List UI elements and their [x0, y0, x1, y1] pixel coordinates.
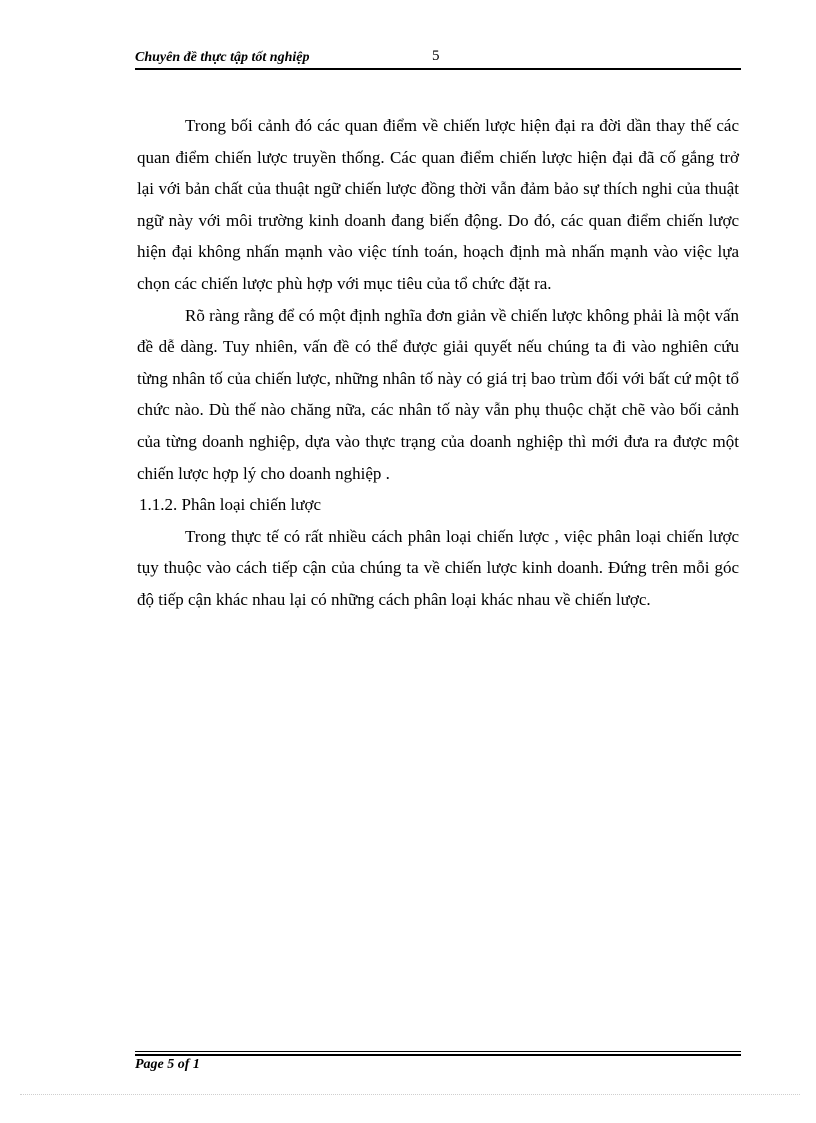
section-heading: 1.1.2. Phân loại chiến lược: [139, 495, 322, 515]
paragraph-1: Trong bối cảnh đó các quan điểm về chiến lược hiện đại ra đời dần thay thế các quan điểm chiến lược truyền thống. Các quan điểm chiến lược hiện đại đã cố gắng trở lại với bản chất của thuật ngữ chiến lược đồng thời vẫn đảm bảo sự thích nghi của thuật ngữ này với môi trường kinh doanh đang biến động. Do đó, các quan điểm chiến lược hiện đại không nhấn mạnh vào việc tính toán, hoạch định mà nhấn mạnh vào việc lựa chọn các chiến lược phù hợp với mục tiêu của tổ chức đặt ra.: [137, 116, 739, 293]
paragraph-3: Trong thực tế có rất nhiều cách phân loại chiến lược , việc phân loại chiến lược tụy thuộc vào cách tiếp cận của chúng ta về chiến lược kinh doanh. Đứng trên mỗi góc độ tiếp cận khác nhau lại có những cách phân loại khác nhau về chiến lược.: [137, 526, 739, 609]
header-title: Chuyên đề thực tập tốt nghiệp: [135, 50, 310, 65]
document-body: [137, 110, 739, 616]
footer-page-info: Page 5 of 1: [135, 1057, 200, 1072]
page-boundary-dots: [20, 1094, 800, 1095]
footer-rule-top: [135, 1051, 741, 1052]
header-page-number: 5: [432, 48, 440, 64]
footer-rule-bottom: [135, 1054, 741, 1056]
paragraph-2: Rõ ràng rằng để có một định nghĩa đơn giản về chiến lược không phải là một vấn đề dễ dàng. Tuy nhiên, vấn đề có thể được giải quyết nếu chúng ta đi vào nghiên cứu từng nhân tố của chiến lược, những nhân tố này có giá trị bao trùm đối với bất cứ một tổ chức nào. Dù thế nào chăng nữa, các nhân tố này vẫn phụ thuộc chặt chẽ vào bối cảnh của từng doanh nghiệp, dựa vào thực trạng của doanh nghiệp thì mới đưa ra được một chiến lược hợp lý cho doanh nghiệp .: [137, 305, 739, 483]
page-header: [135, 46, 741, 70]
header-rule: [135, 68, 741, 70]
